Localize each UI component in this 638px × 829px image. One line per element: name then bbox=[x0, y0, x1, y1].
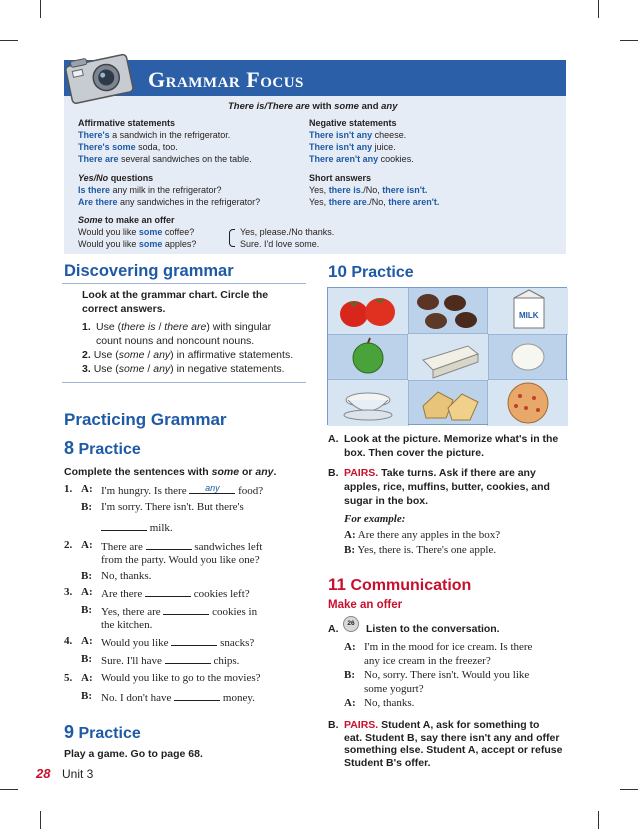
brace-mark bbox=[229, 229, 235, 247]
crop-mark bbox=[0, 789, 18, 790]
practice-9-heading: 9 Practice bbox=[64, 722, 141, 742]
answer-blank[interactable] bbox=[174, 689, 220, 701]
crop-mark bbox=[598, 0, 599, 18]
communication-heading: 11 Communication bbox=[328, 575, 472, 594]
practice-8-heading: 8 Practice bbox=[64, 438, 141, 458]
affirmative-statements: Affirmative statements There's a sandwich in the refrigerator. There's some soda, too. There are several sandwiches on the table. bbox=[78, 118, 252, 164]
practice-8-instructions: Complete the sentences with some or any. bbox=[64, 466, 277, 478]
crop-mark bbox=[40, 811, 41, 829]
negative-statements: Negative statements There isn't any cheese. There isn't any juice. There aren't any cookies. bbox=[309, 118, 414, 164]
audio-track-icon[interactable]: 26 bbox=[343, 616, 359, 632]
example-b: B: Yes, there is. There's one apple. bbox=[344, 544, 497, 556]
practice-9-text: Play a game. Go to page 68. bbox=[64, 748, 203, 760]
example-a: A: Are there any apples in the box? bbox=[344, 529, 501, 541]
discovering-intro: Look at the grammar chart. Circle the correct answers. bbox=[82, 289, 269, 315]
practice-10-heading: 10 Practice bbox=[328, 262, 414, 281]
discovering-item-2: 2. Use (some / any) in affirmative statements. bbox=[82, 349, 294, 361]
unit-label: Unit 3 bbox=[62, 767, 94, 781]
milk-label: MILK bbox=[519, 311, 539, 320]
communication-b: B. PAIRS. Student A, ask for something to eat. Student B, say there isn't any and offer something else. Student A, accept or refuse Student B's offer. bbox=[328, 719, 563, 769]
page-number: 28 bbox=[36, 766, 51, 781]
grammar-focus-title: Grammar Focus bbox=[148, 67, 304, 92]
practice-10-a: A. Look at the picture. Memorize what's in the box. Then cover the picture. bbox=[328, 433, 559, 459]
short-answers: Short answers Yes, there is./No, there isn't. Yes, there are./No, there aren't. bbox=[309, 173, 440, 207]
crop-mark bbox=[0, 40, 18, 41]
answer-blank[interactable] bbox=[146, 538, 192, 550]
answer-blank[interactable] bbox=[165, 652, 211, 664]
discovering-grammar-heading: Discovering grammar bbox=[64, 262, 234, 280]
practicing-grammar-heading: Practicing Grammar bbox=[64, 410, 227, 429]
offer-replies: Yes, please./No thanks. Sure. I'd love some. bbox=[240, 227, 335, 249]
practice-10-b: B. PAIRS. Take turns. Ask if there are any apples, rice, muffins, butter, cookies, and sugar in the box. bbox=[328, 467, 550, 507]
offer-examples: Some to make an offer Would you like some coffee? Would you like some apples? bbox=[78, 215, 197, 249]
answer-blank[interactable] bbox=[145, 585, 191, 597]
grammar-focus-subtitle: There is/There are with some and any bbox=[228, 101, 398, 112]
answer-blank[interactable] bbox=[163, 603, 209, 615]
crop-mark bbox=[598, 811, 599, 829]
food-picture bbox=[327, 287, 567, 425]
answer-blank[interactable]: any bbox=[189, 482, 235, 494]
yes-no-questions: Yes/No questions Is there any milk in the refrigerator? Are there any sandwiches in the refrigerator? bbox=[78, 173, 261, 207]
answer-blank[interactable] bbox=[101, 519, 147, 531]
communication-a-text: Listen to the conversation. bbox=[366, 623, 500, 635]
food-grid bbox=[328, 288, 568, 426]
crop-mark bbox=[40, 0, 41, 18]
answer-blank[interactable] bbox=[171, 634, 217, 646]
discovering-item-3: 3. Use (some / any) in negative statements. bbox=[82, 363, 285, 375]
example-label: For example: bbox=[344, 513, 406, 525]
grammar-focus-header bbox=[64, 60, 566, 96]
crop-mark bbox=[620, 789, 638, 790]
communication-a-letter: A. bbox=[328, 623, 339, 635]
crop-mark bbox=[620, 40, 638, 41]
discovering-item-1: 1. Use (there is / there are) with singular count nouns and noncount nouns. bbox=[82, 321, 272, 347]
make-an-offer-subheading: Make an offer bbox=[328, 599, 403, 611]
